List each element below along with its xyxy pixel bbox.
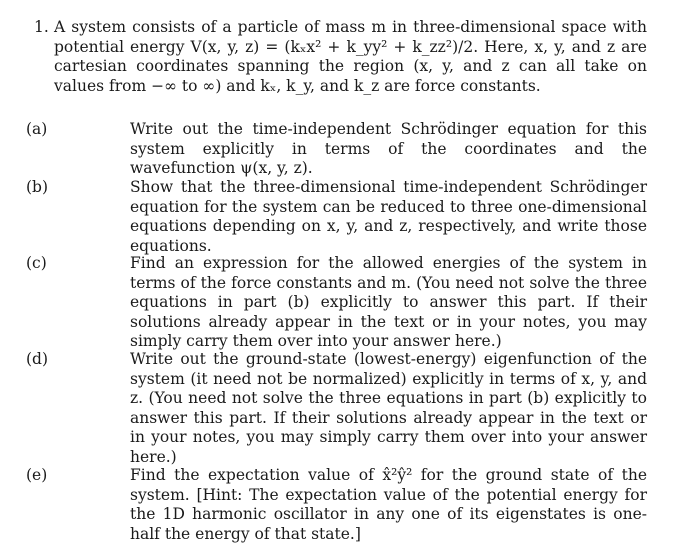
part-label-c: (c) — [26, 254, 47, 272]
part-text-e: Find the expectation value of x̂²ŷ² for the ground state of the system. [Hint: The expectation value of the potential energy for the 1D harmonic oscillator in any one of its eigenstates is one-half the energy of that state.] — [130, 466, 647, 543]
problem-intro: A system consists of a particle of mass m in three-dimensional space with potential energy V(x, y, z) = (kₓx² + k_yy² + k_zz²)/2. Here, x, y, and z are cartesian coordinates spanning the region (x, y, and z can all take on values from −∞ to ∞) and kₓ, k_y, and k_z are force constants. — [54, 18, 647, 95]
part-text-a: Write out the time-independent Schrödinger equation for this system explicitly in terms of the coordinates and the wavefunction ψ(x, y, z). — [130, 120, 647, 177]
part-text-d: Write out the ground-state (lowest-energy) eigenfunction of the system (it need not be normalized) explicitly in terms of x, y, and z. (You need not solve the three equations in part (b) explicitly to answer this part. If their solutions already appear in the text or in your notes, you may simply carry them over into your answer here.) — [130, 350, 647, 466]
part-label-d: (d) — [26, 350, 49, 368]
part-label-e: (e) — [26, 466, 48, 484]
problem-number: 1. — [34, 18, 49, 36]
part-text-b: Show that the three-dimensional time-independent Schrödinger equation for the system can be reduced to three one-dimensional equations depending on x, y, and z, respectively, and write those equations. — [130, 178, 647, 255]
part-label-a: (a) — [26, 120, 48, 138]
part-label-b: (b) — [26, 178, 49, 196]
part-text-c: Find an expression for the allowed energies of the system in terms of the force constants and m. (You need not solve the three equations in part (b) explicitly to answer this part. If their solutions already appear in the text or in your notes, you may simply carry them over into your answer here.) — [130, 254, 647, 350]
